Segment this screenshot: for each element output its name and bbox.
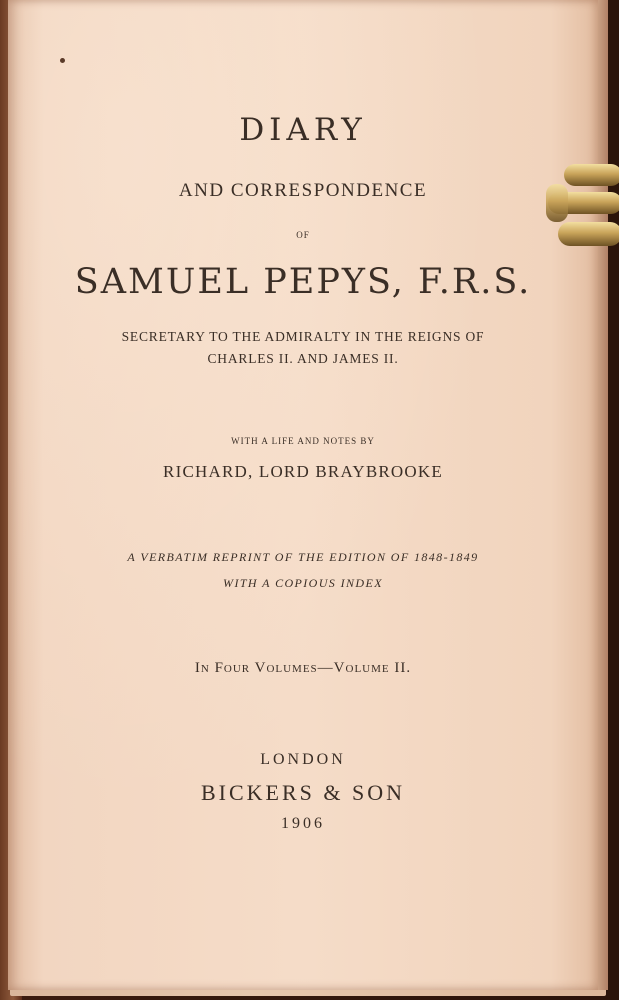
of-label: OF — [296, 230, 310, 240]
reprint-note-line1: A VERBATIM REPRINT OF THE EDITION OF 1848-1849 — [127, 550, 479, 564]
book-subtitle: AND CORRESPONDENCE — [178, 180, 428, 201]
volume-info: In Four Volumes—Volume II. — [194, 660, 412, 676]
author-role-line1: SECRETARY TO THE ADMIRALTY IN THE REIGNS OF — [121, 329, 485, 344]
title-page — [8, 0, 598, 990]
notes-credit: WITH A LIFE AND NOTES BY — [231, 436, 375, 446]
publication-year: 1906 — [281, 815, 325, 832]
book-title: DIARY — [239, 112, 367, 148]
author-role-line2: CHARLES II. AND JAMES II. — [207, 351, 399, 366]
brass-clasp-icon — [544, 154, 619, 254]
city: LONDON — [260, 751, 346, 768]
author-name: SAMUEL PEPYS, F.R.S. — [74, 262, 532, 302]
reprint-note-line2: WITH A COPIOUS INDEX — [223, 576, 383, 590]
page-edges — [598, 0, 608, 990]
publisher: BICKERS & SON — [200, 780, 406, 805]
editor-name: RICHARD, LORD BRAYBROOKE — [163, 462, 443, 481]
ink-spot — [60, 58, 65, 63]
